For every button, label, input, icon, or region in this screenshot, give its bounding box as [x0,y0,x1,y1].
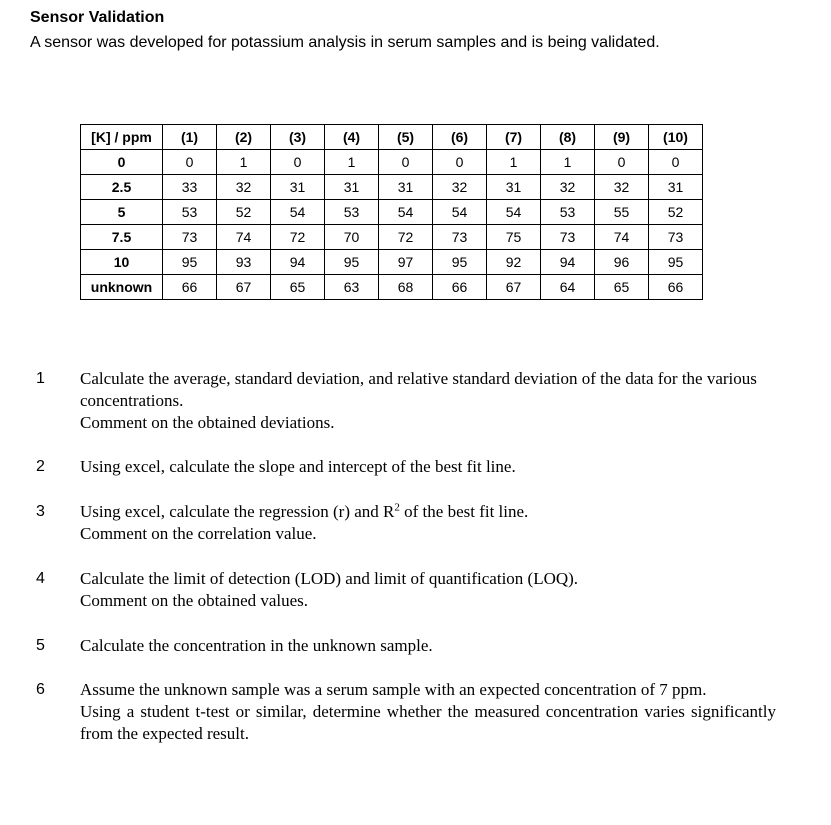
header-trial-1: (1) [163,125,217,150]
sensor-data-table [80,124,703,300]
question-text: Calculate the concentration in the unknown sample. [80,636,433,655]
table-cell: 67 [487,275,541,300]
table-cell: 75 [487,225,541,250]
table-cell: 31 [271,175,325,200]
table-cell: 95 [433,250,487,275]
question-text: Using excel, calculate the slope and intercept of the best fit line. [80,457,516,476]
table-cell: 94 [271,250,325,275]
table-cell: 0 [595,150,649,175]
table-cell: 72 [379,225,433,250]
header-trial-6: (6) [433,125,487,150]
table-cell: 67 [217,275,271,300]
table-cell: 66 [649,275,703,300]
row-concentration: 10 [81,250,163,275]
table-cell: 1 [541,150,595,175]
question-number: 1 [36,370,45,387]
table-cell: 92 [487,250,541,275]
table-cell: 54 [379,200,433,225]
header-trial-7: (7) [487,125,541,150]
table-cell: 95 [163,250,217,275]
header-trial-4: (4) [325,125,379,150]
header-trial-10: (10) [649,125,703,150]
table-row [81,200,703,225]
table-cell: 31 [325,175,379,200]
row-concentration: 7.5 [81,225,163,250]
row-concentration: unknown [81,275,163,300]
question-text: Using a student t-test or similar, determine whether the measured concentration varies significantly from the expected result. [80,702,776,743]
table-cell: 0 [433,150,487,175]
question-number: 5 [36,637,45,654]
table-cell: 70 [325,225,379,250]
question-text: Calculate the average, standard deviation, and relative standard deviation of the data for the various concentrations. [80,369,757,410]
table-cell: 32 [217,175,271,200]
table-cell: 73 [541,225,595,250]
table-row [81,275,703,300]
intro-text: A sensor was developed for potassium analysis in serum samples and is being validated. [30,34,660,51]
header-trial-9: (9) [595,125,649,150]
table-cell: 74 [217,225,271,250]
question-text-part: Using excel, calculate the regression (r) and R [80,502,395,521]
question-6 [0,679,831,745]
question-text: Calculate the limit of detection (LOD) and limit of quantification (LOQ). [80,569,579,588]
table-cell: 31 [379,175,433,200]
table-cell: 94 [541,250,595,275]
table-cell: 95 [325,250,379,275]
table-cell: 0 [271,150,325,175]
question-4 [0,568,831,612]
table-cell: 54 [433,200,487,225]
table-cell: 0 [163,150,217,175]
table-cell: 73 [649,225,703,250]
table-cell: 31 [649,175,703,200]
table-cell: 54 [271,200,325,225]
header-trial-8: (8) [541,125,595,150]
table-cell: 64 [541,275,595,300]
row-concentration: 2.5 [81,175,163,200]
table-cell: 54 [487,200,541,225]
question-text-part: of the best fit line. [399,502,529,521]
table-cell: 1 [217,150,271,175]
table-cell: 53 [541,200,595,225]
table-cell: 52 [649,200,703,225]
question-text: Comment on the correlation value. [80,524,317,543]
header-trial-2: (2) [217,125,271,150]
header-trial-5: (5) [379,125,433,150]
question-5 [0,635,831,657]
header-concentration: [K] / ppm [81,125,163,150]
table-row [81,175,703,200]
superscript: 2 [394,501,400,514]
table-cell: 1 [487,150,541,175]
header-trial-3: (3) [271,125,325,150]
table-cell: 63 [325,275,379,300]
table-cell: 93 [217,250,271,275]
table-cell: 55 [595,200,649,225]
table-cell: 65 [271,275,325,300]
table-cell: 1 [325,150,379,175]
question-text [80,501,776,523]
row-concentration: 0 [81,150,163,175]
question-number: 2 [36,458,45,475]
table-cell: 74 [595,225,649,250]
question-text: Comment on the obtained values. [80,591,309,610]
document-title: Sensor Validation [30,9,165,26]
table-cell: 31 [487,175,541,200]
question-2 [0,456,831,478]
table-cell: 53 [325,200,379,225]
table-cell: 97 [379,250,433,275]
table-cell: 32 [541,175,595,200]
table-cell: 53 [163,200,217,225]
table-cell: 95 [649,250,703,275]
table-row [81,250,703,275]
table-cell: 66 [163,275,217,300]
table-cell: 66 [433,275,487,300]
table-cell: 65 [595,275,649,300]
table-cell: 32 [433,175,487,200]
row-concentration: 5 [81,200,163,225]
table-cell: 52 [217,200,271,225]
table-cell: 32 [595,175,649,200]
table-row [81,225,703,250]
table-cell: 0 [649,150,703,175]
table-header-row [81,125,703,150]
question-1 [0,368,831,434]
question-text: Assume the unknown sample was a serum sample with an expected concentration of 7 ppm. [80,680,707,699]
question-number: 3 [36,503,45,520]
table-cell: 96 [595,250,649,275]
table-cell: 72 [271,225,325,250]
question-number: 6 [36,681,45,698]
question-3 [0,501,831,545]
question-text: Comment on the obtained deviations. [80,413,335,432]
table-cell: 73 [433,225,487,250]
question-number: 4 [36,570,45,587]
table-row [81,150,703,175]
table-cell: 33 [163,175,217,200]
table-cell: 0 [379,150,433,175]
table-cell: 73 [163,225,217,250]
table-cell: 68 [379,275,433,300]
